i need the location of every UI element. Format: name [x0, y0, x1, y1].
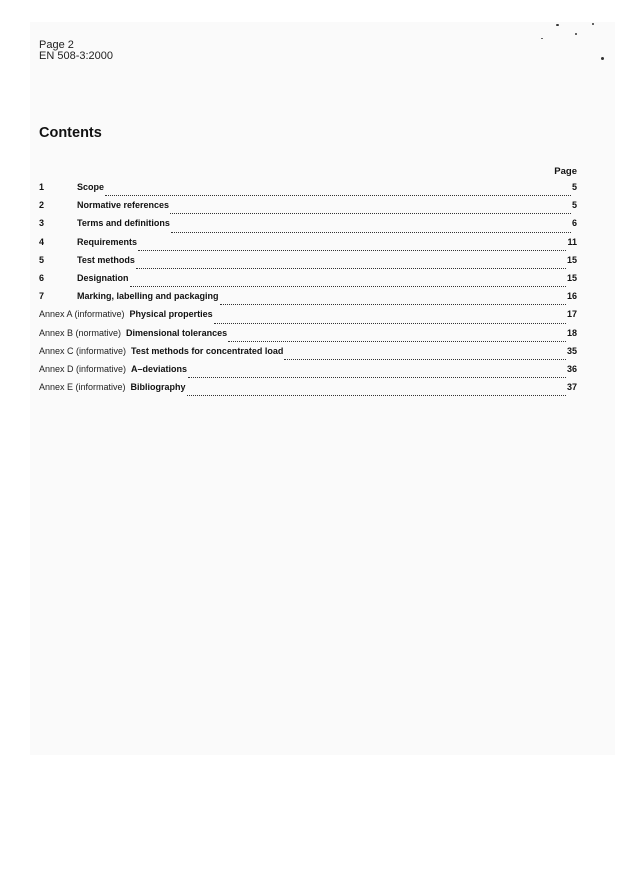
toc-entry[interactable]	[39, 327, 577, 345]
toc-entry[interactable]	[39, 272, 577, 290]
toc-dot-leader	[284, 358, 566, 360]
toc-dot-leader	[228, 340, 566, 342]
page-column-label: Page	[554, 166, 577, 177]
toc-entry-page[interactable]: 15	[566, 254, 577, 265]
toc-dot-leader	[105, 194, 571, 196]
standard-reference: EN 508-3:2000	[39, 50, 113, 62]
toc-entry[interactable]	[39, 217, 577, 235]
toc-entry-page[interactable]: 16	[566, 291, 577, 302]
toc-annex-label: Annex D (informative)	[39, 363, 127, 374]
toc-entry-number: 7	[39, 291, 45, 302]
contents-title: Contents	[39, 125, 102, 141]
toc-entry-title[interactable]: Test methods	[77, 254, 135, 265]
toc-annex-label: Annex A (informative)	[39, 309, 125, 320]
toc-dot-leader	[171, 231, 571, 233]
toc-entry[interactable]	[39, 199, 577, 217]
toc-entry-page[interactable]: 6	[571, 218, 577, 229]
toc-entry-title[interactable]: Physical properties	[129, 309, 213, 320]
toc-entry[interactable]	[39, 181, 577, 199]
toc-entry-page[interactable]: 37	[566, 382, 577, 393]
toc-annex-label: Annex E (informative)	[39, 382, 126, 393]
scan-speck	[556, 24, 559, 26]
toc-entry-page[interactable]: 5	[571, 182, 577, 192]
toc-dot-leader	[130, 285, 566, 287]
toc-dot-leader	[136, 267, 566, 269]
toc-entry-title[interactable]: Bibliography	[130, 382, 186, 393]
toc-entry-title[interactable]: Dimensional tolerances	[126, 327, 228, 338]
toc-entry-number: 2	[39, 200, 45, 211]
toc-entry-title[interactable]: Requirements	[77, 236, 138, 247]
toc-entry-number: 1	[39, 182, 45, 192]
toc-annex-label: Annex B (normative)	[39, 327, 122, 338]
toc-entry-title[interactable]: A–deviations	[131, 363, 188, 374]
toc-annex-label: Annex C (informative)	[39, 345, 127, 356]
toc-entry-number: 6	[39, 272, 45, 283]
toc-entry-title[interactable]: Scope	[77, 182, 105, 192]
toc-entry-page[interactable]: 36	[566, 363, 577, 374]
toc-dot-leader	[170, 212, 571, 214]
table-of-contents	[39, 181, 577, 399]
toc-entry[interactable]	[39, 236, 577, 254]
toc-entry-page[interactable]: 5	[571, 200, 577, 211]
page-header	[39, 40, 113, 62]
toc-entry[interactable]	[39, 363, 577, 381]
toc-dot-leader	[188, 376, 566, 378]
toc-entry-page[interactable]: 17	[566, 309, 577, 320]
toc-entry-page[interactable]: 18	[566, 327, 577, 338]
scan-speck	[575, 33, 577, 35]
scan-speck	[601, 57, 604, 60]
toc-entry-page[interactable]: 11	[567, 236, 577, 247]
scan-speck	[541, 38, 543, 39]
toc-entry-title[interactable]: Normative references	[77, 200, 170, 211]
toc-entry-title[interactable]: Designation	[77, 272, 129, 283]
toc-entry-number: 5	[39, 254, 45, 265]
toc-entry[interactable]	[39, 308, 577, 326]
toc-dot-leader	[187, 394, 566, 396]
toc-entry-number: 3	[39, 218, 45, 229]
toc-entry[interactable]	[39, 254, 577, 272]
toc-dot-leader	[220, 303, 566, 305]
toc-entry[interactable]	[39, 345, 577, 363]
scan-speck	[592, 23, 594, 25]
toc-entry-title[interactable]: Test methods for concentrated load	[131, 345, 284, 356]
page-number-label: Page 2	[39, 39, 74, 51]
toc-entry[interactable]	[39, 290, 577, 308]
toc-entry-page[interactable]: 35	[566, 345, 577, 356]
toc-entry[interactable]	[39, 381, 577, 399]
toc-entry-page[interactable]: 15	[566, 272, 577, 283]
toc-dot-leader	[138, 249, 566, 251]
toc-entry-title[interactable]: Marking, labelling and packaging	[77, 291, 219, 302]
toc-entry-number: 4	[39, 236, 45, 247]
toc-dot-leader	[214, 322, 566, 324]
toc-entry-title[interactable]: Terms and definitions	[77, 218, 170, 229]
